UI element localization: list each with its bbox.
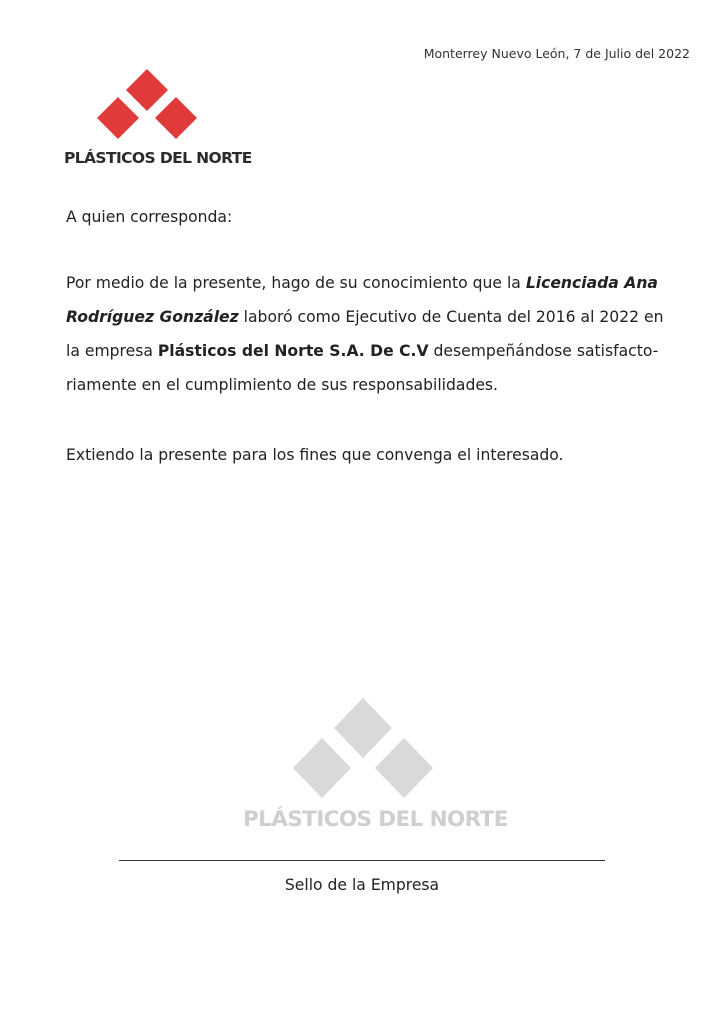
stamp-diamonds-icon [289,695,437,803]
logo-diamond-top [126,69,168,111]
paragraph-line-2 [66,300,664,334]
paragraph-text: riamente en el cumplimiento de sus responsabilidades. [66,376,499,394]
paragraph-text: laboró como Ejecutivo de Cuenta del 2016 al 2022 en [238,308,664,326]
logo-diamond-right [155,97,197,139]
stamp-diamond-right [375,738,433,798]
stamp-diamond-left [293,738,351,798]
company-stamp [243,695,508,840]
stamp-wordmark: PLÁSTICOS DEL NORTE [243,807,508,832]
date-line: Monterrey Nuevo León, 7 de Julio del 2022 [423,46,690,61]
paragraph-main [66,266,664,402]
licensee-name-part-2: Rodríguez González [66,308,239,326]
paragraph-closing: Extiendo la presente para los fines que convenga el interesado. [66,446,564,464]
greeting: A quien corresponda: [66,208,233,226]
paragraph-text: la empresa [66,342,158,360]
paragraph-line-1 [66,266,661,300]
logo-diamonds-icon [94,66,200,142]
company-logo [64,66,252,176]
paragraph-text: Por medio de la presente, hago de su conocimiento que la [66,274,526,292]
logo-diamond-left [97,97,139,139]
signature-label: Sello de la Empresa [284,876,440,894]
paragraph-text: desempeñándose satisfacto- [428,342,659,360]
logo-wordmark: PLÁSTICOS DEL NORTE [64,149,252,167]
company-name: Plásticos del Norte S.A. De C.V [157,342,429,360]
signature-line [119,860,605,861]
licensee-name-part-1: Licenciada Ana [525,274,658,292]
stamp-diamond-top [334,698,392,758]
paragraph-line-4 [66,368,661,402]
paragraph-line-3 [66,334,661,368]
